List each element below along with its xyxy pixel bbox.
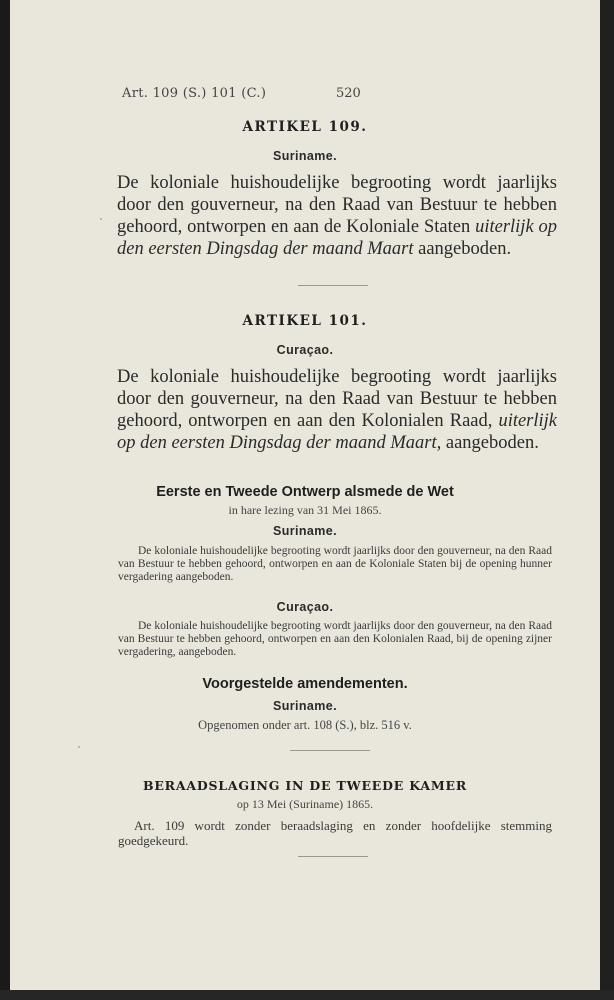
article-reference: Art. 109 (S.) 101 (C.) bbox=[122, 86, 267, 101]
ontwerp-curacao-label: Curaçao. bbox=[276, 600, 334, 614]
beraadslaging-subheading: op 13 Mei (Suriname) 1865. bbox=[236, 797, 374, 811]
article-109-heading: ARTIKEL 109. bbox=[242, 119, 368, 135]
article-101-place: Curaçao. bbox=[276, 343, 334, 357]
article-109-text-plain: De koloniale huishoudelijke begrooting wordt jaarlijks door den gouverneur, na den Raad van Bestuur te hebben gehoord, ontworpen en aan de Koloniale Staten bbox=[117, 173, 557, 237]
article-101-heading: ARTIKEL 101. bbox=[242, 313, 368, 329]
paper-speck bbox=[100, 218, 102, 220]
divider bbox=[290, 750, 370, 751]
scan-edge-bottom bbox=[0, 990, 614, 1000]
article-109-text-italic: uiterlijk op den eersten Dingsdag der maand Maart bbox=[117, 217, 557, 259]
ontwerp-curacao-text: De koloniale huishoudelijke begrooting wordt jaarlijks door den gouverneur, na den Raad van Bestuur te hebben gehoord, ontworpen en aan den Kolonialen Raad, bij de opening zijner vergadering, aangeboden. bbox=[118, 620, 552, 658]
page-number: 520 bbox=[336, 86, 361, 101]
article-101-text-end: aangeboden. bbox=[445, 433, 539, 453]
article-109-text bbox=[117, 172, 557, 260]
article-101-text-plain: De koloniale huishoudelijke begrooting wordt jaarlijks door den gouverneur, na den Raad van Bestuur te hebben gehoord, ontworpen en aan den Kolonialen Raad, bbox=[117, 367, 557, 431]
scan-edge-right bbox=[600, 0, 614, 1000]
divider bbox=[298, 285, 368, 286]
amendementen-place: Suriname. bbox=[272, 699, 338, 713]
book-page bbox=[10, 0, 600, 990]
divider bbox=[298, 856, 368, 857]
ontwerp-subheading: in hare lezing van 31 Mei 1865. bbox=[228, 503, 382, 517]
beraadslaging-heading: BERAADSLAGING IN DE TWEEDE KAMER bbox=[142, 778, 468, 793]
amendementen-heading: Voorgestelde amendementen. bbox=[202, 676, 408, 692]
article-109-text-end: aangeboden. bbox=[418, 239, 512, 259]
beraadslaging-text: Art. 109 wordt zonder beraadslaging en zonder hoofdelijke stemming goedgekeurd. bbox=[118, 818, 552, 848]
article-101-text-italic: uiterlijk op den eersten Dingsdag der maand Maart, bbox=[117, 411, 558, 453]
article-109-place: Suriname. bbox=[272, 149, 338, 163]
ontwerp-suriname-text: De koloniale huishoudelijke begrooting wordt jaarlijks door den gouverneur, na den Raad van Bestuur te hebben gehoord, ontworpen en aan de Koloniale Staten bij de opening hunner vergadering aangeboden. bbox=[118, 545, 552, 583]
paper-speck bbox=[78, 746, 80, 748]
ontwerp-heading: Eerste en Tweede Ontwerp alsmede de Wet bbox=[156, 484, 454, 500]
amendementen-text: Opgenomen onder art. 108 (S.), blz. 516 v. bbox=[198, 718, 412, 732]
ontwerp-suriname-label: Suriname. bbox=[272, 524, 338, 538]
article-101-text bbox=[117, 366, 557, 454]
